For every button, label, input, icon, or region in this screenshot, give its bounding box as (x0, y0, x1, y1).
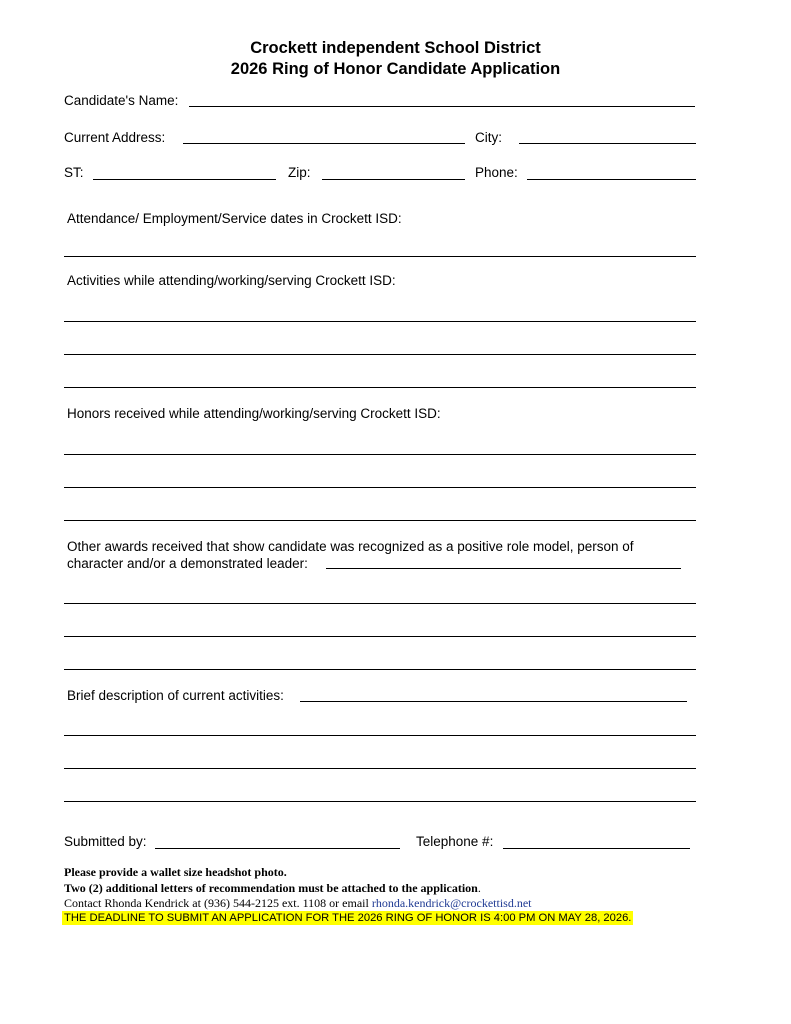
awards-field-line[interactable] (64, 636, 696, 637)
state-field[interactable] (93, 179, 276, 180)
honors-field-line[interactable] (64, 520, 696, 521)
awards-field-line[interactable] (64, 603, 696, 604)
recommendation-note-period: . (477, 881, 481, 895)
current-address-label: Current Address: (64, 130, 166, 145)
awards-label: Other awards received that show candidate was recognized as a positive role model, person of (67, 539, 634, 554)
recommendation-note (64, 881, 481, 895)
contact-email-link[interactable]: rhonda.kendrick@crockettisd.net (371, 896, 532, 910)
telephone-label: Telephone #: (416, 834, 494, 849)
awards-field-line[interactable] (64, 669, 696, 670)
activities-field-line[interactable] (64, 354, 696, 355)
awards-label-continued: character and/or a demonstrated leader: (67, 556, 308, 571)
current-activities-field-line[interactable] (64, 735, 696, 736)
activities-field-line[interactable] (64, 321, 696, 322)
phone-label: Phone: (475, 165, 518, 180)
phone-field[interactable] (527, 179, 696, 180)
awards-field-line[interactable] (326, 568, 681, 569)
headshot-note: Please provide a wallet size headshot photo. (64, 865, 287, 879)
activities-label: Activities while attending/working/serving Crockett ISD: (67, 273, 396, 288)
submitted-by-label: Submitted by: (64, 834, 147, 849)
submitted-by-field[interactable] (155, 848, 400, 849)
contact-line (64, 896, 532, 910)
current-activities-field-line[interactable] (64, 801, 696, 802)
current-address-field[interactable] (183, 143, 465, 144)
telephone-field[interactable] (503, 848, 690, 849)
recommendation-note-text: Two (2) additional letters of recommendation must be attached to the application (64, 881, 478, 895)
contact-text: Contact Rhonda Kendrick at (936) 544-2125 ext. 1108 or email (64, 896, 369, 910)
candidate-name-field[interactable] (189, 106, 695, 107)
deadline-notice: THE DEADLINE TO SUBMIT AN APPLICATION FOR THE 2026 RING OF HONOR IS 4:00 PM ON MAY 28, 2026. (64, 912, 632, 924)
current-activities-field-line[interactable] (64, 768, 696, 769)
form-subtitle: 2026 Ring of Honor Candidate Application (230, 60, 561, 78)
current-activities-label: Brief description of current activities: (67, 688, 284, 703)
honors-label: Honors received while attending/working/serving Crockett ISD: (67, 406, 441, 421)
zip-label: Zip: (288, 165, 311, 180)
attendance-field-line[interactable] (64, 256, 696, 257)
zip-field[interactable] (322, 179, 465, 180)
attendance-label: Attendance/ Employment/Service dates in Crockett ISD: (67, 211, 402, 226)
form-title: Crockett independent School District (250, 39, 541, 57)
city-field[interactable] (519, 143, 696, 144)
honors-field-line[interactable] (64, 454, 696, 455)
state-label: ST: (64, 165, 84, 180)
candidate-name-label: Candidate's Name: (64, 93, 179, 108)
honors-field-line[interactable] (64, 487, 696, 488)
current-activities-field-line[interactable] (300, 701, 687, 702)
activities-field-line[interactable] (64, 387, 696, 388)
city-label: City: (475, 130, 502, 145)
